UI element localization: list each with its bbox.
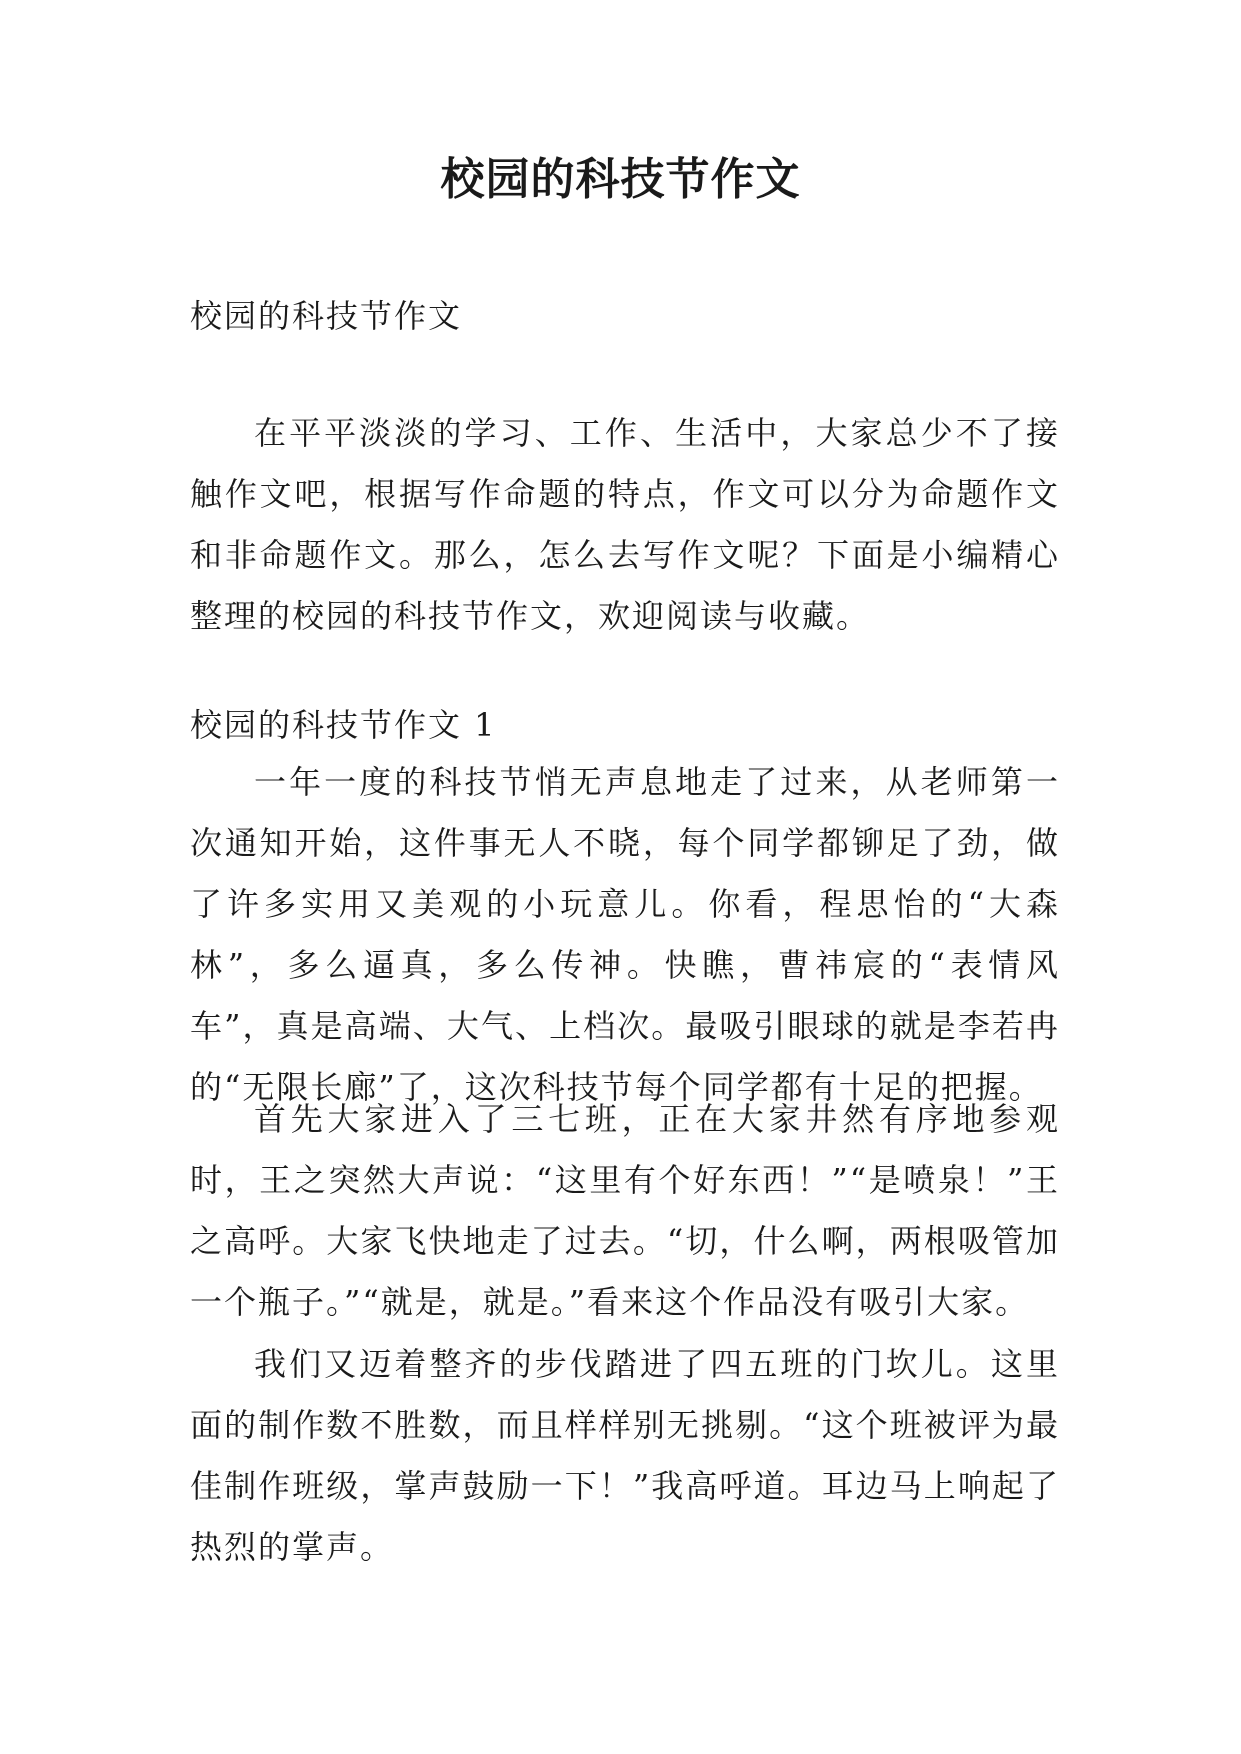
document-subtitle: 校园的科技节作文 xyxy=(190,297,463,335)
body-paragraph-2: 首先大家进入了三七班，正在大家井然有序地参观时，王之突然大声说：“这里有个好东西！”“是喷泉！”王之高呼。大家飞快地走了过去。“切，什么啊，两根吸管加一个瓶子。”“就是，就是。”看来这个作品没有吸引大家。 xyxy=(190,1100,1060,1321)
intro-paragraph: 在平平淡淡的学习、工作、生活中，大家总少不了接触作文吧，根据写作命题的特点，作文可以分为命题作文和非命题作文。那么，怎么去写作文呢？下面是小编精心整理的校园的科技节作文，欢迎阅读与收藏。 xyxy=(190,414,1060,635)
document-title: 校园的科技节作文 xyxy=(440,154,801,205)
body-paragraph-3: 我们又迈着整齐的步伐踏进了四五班的门坎儿。这里面的制作数不胜数，而且样样别无挑剔。“这个班被评为最佳制作班级，掌声鼓励一下！”我高呼道。耳边马上响起了热烈的掌声。 xyxy=(190,1345,1060,1566)
section-heading: 校园的科技节作文 1 xyxy=(190,706,497,744)
body-paragraph-1: 一年一度的科技节悄无声息地走了过来，从老师第一次通知开始，这件事无人不晓，每个同学都铆足了劲，做了许多实用又美观的小玩意儿。你看，程思怡的“大森林”，多么逼真，多么传神。快瞧，曹祎宸的“表情风车”，真是高端、大气、上档次。最吸引眼球的就是李若冉的“无限长廊”了，这次科技节每个同学都有十足的把握。 xyxy=(190,763,1060,1106)
